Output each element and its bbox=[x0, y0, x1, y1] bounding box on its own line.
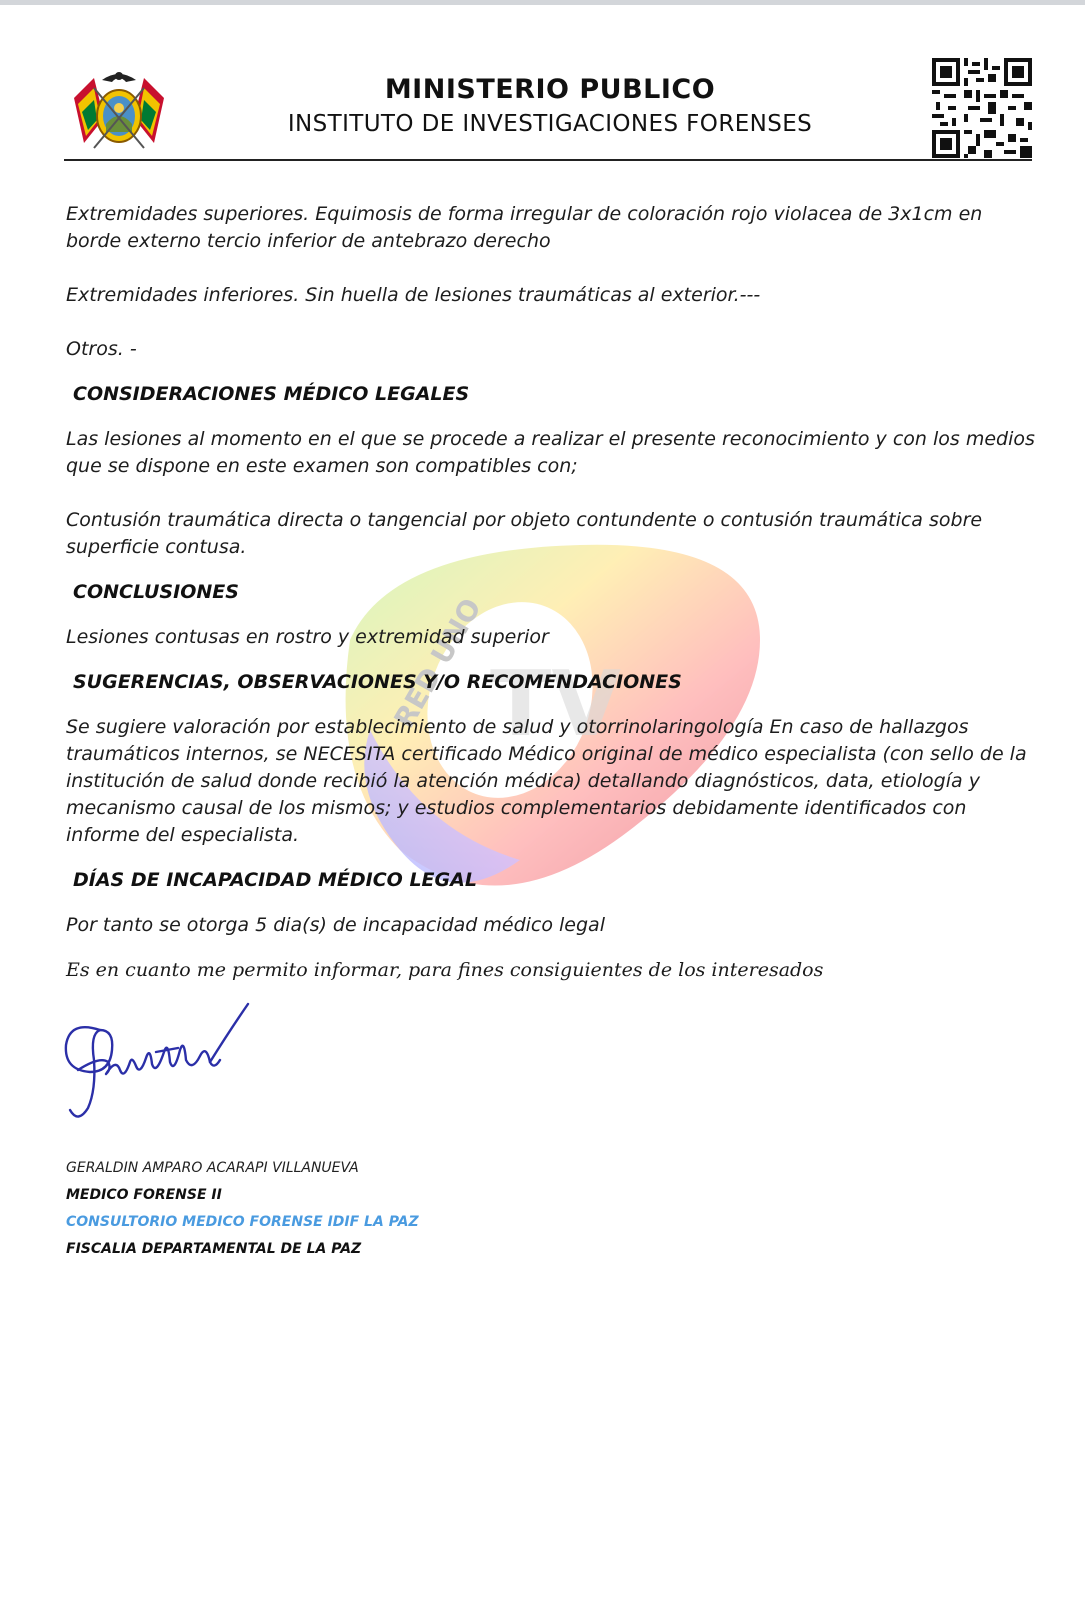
signer-name: GERALDIN AMPARO ACARAPI VILLANUEVA bbox=[66, 1160, 359, 1176]
paragraph-others: Otros. - bbox=[66, 338, 137, 360]
paragraph-suggestions: Se sugiere valoración por establecimiento de salud y otorrinolaringología En caso de hallazgos traumáticos internos, se NECESITA certificado Médico original de médico especialista (con sello de la institución de salud donde recibió la atención médica) detallando diagnósticos, data, etiología y mecanismo causal de los mismos; y estudios complementarios debidamente identificados con informe del especialista. bbox=[66, 716, 1027, 846]
svg-text:TV: TV bbox=[490, 652, 622, 757]
paragraph-lesions-compatible: Las lesiones al momento en el que se procede a realizar el presente reconocimiento y con los medios que se dispone en este examen son compatibles con; bbox=[66, 428, 1035, 477]
header-divider bbox=[64, 159, 1032, 161]
qr-code-icon bbox=[932, 58, 1032, 158]
paragraph-upper-extremities: Extremidades superiores. Equimosis de forma irregular de coloración rojo violacea de 3x1cm en borde externo tercio inferior de antebrazo derecho bbox=[66, 203, 983, 252]
header-subtitle: INSTITUTO DE INVESTIGACIONES FORENSES bbox=[287, 111, 813, 137]
signer-office: CONSULTORIO MEDICO FORENSE IDIF LA PAZ bbox=[66, 1214, 419, 1230]
heading-medico-legal: CONSIDERACIONES MÉDICO LEGALES bbox=[73, 383, 470, 405]
signature-block bbox=[66, 1155, 666, 1263]
paragraph-contusion: Contusión traumática directa o tangencial por objeto contundente o contusión traumática sobre superficie contusa. bbox=[66, 509, 983, 558]
report-body bbox=[66, 201, 1036, 984]
coat-of-arms-icon bbox=[64, 58, 174, 154]
watermark-text: RED UNO bbox=[387, 592, 488, 734]
handwritten-signature bbox=[60, 1000, 260, 1130]
signer-department: FISCALIA DEPARTAMENTAL DE LA PAZ bbox=[66, 1241, 362, 1257]
heading-conclusions: CONCLUSIONES bbox=[73, 581, 239, 603]
heading-suggestions: SUGERENCIAS, OBSERVACIONES Y/O RECOMENDACIONES bbox=[73, 671, 682, 693]
signer-role: MEDICO FORENSE II bbox=[66, 1187, 222, 1203]
paragraph-conclusion: Lesiones contusas en rostro y extremidad superior bbox=[66, 626, 549, 648]
paragraph-lower-extremities: Extremidades inferiores. Sin huella de lesiones traumáticas al exterior.--- bbox=[66, 284, 761, 306]
paragraph-incapacity: Por tanto se otorga 5 dia(s) de incapacidad médico legal bbox=[66, 914, 605, 936]
top-bar bbox=[0, 0, 1085, 5]
heading-incapacity-days: DÍAS DE INCAPACIDAD MÉDICO LEGAL bbox=[73, 869, 477, 891]
paragraph-closing: Es en cuanto me permito informar, para fines consiguientes de los interesados bbox=[66, 959, 824, 981]
header-title: MINISTERIO PUBLICO bbox=[384, 74, 716, 105]
